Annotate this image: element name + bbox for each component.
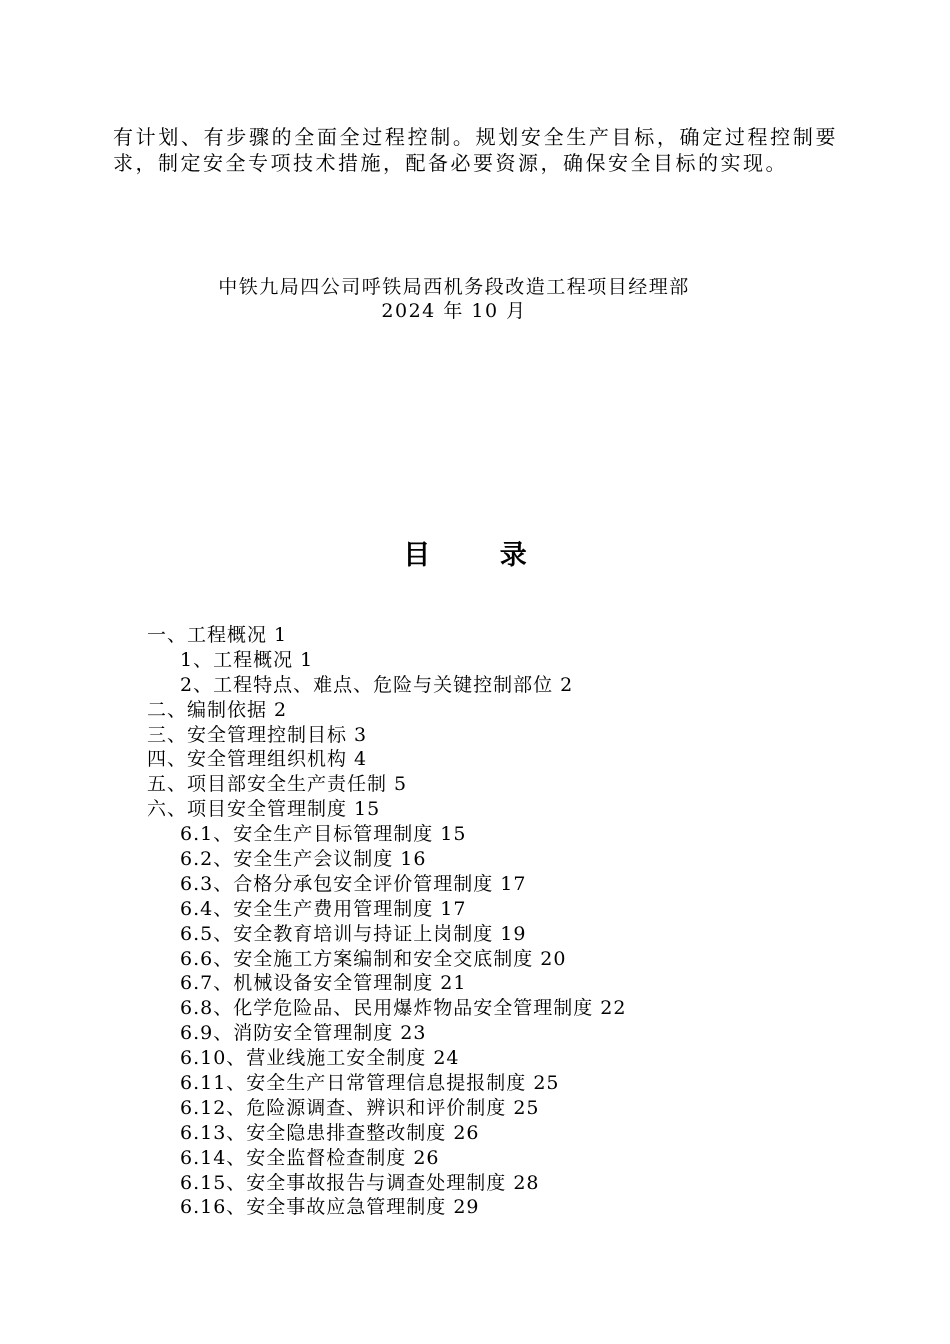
toc-title: 目 录 (403, 540, 557, 571)
toc-entry[interactable]: 6.4、安全生产费用管理制度 17 (180, 897, 467, 920)
toc-entry[interactable]: 6.9、消防安全管理制度 23 (180, 1022, 427, 1045)
toc-entry[interactable]: 四、安全管理组织机构 4 (147, 748, 368, 771)
table-of-contents (147, 623, 847, 1220)
toc-entry[interactable]: 6.1、安全生产目标管理制度 15 (180, 823, 467, 846)
toc-entry[interactable]: 6.8、化学危险品、民用爆炸物品安全管理制度 22 (180, 997, 627, 1020)
signature-organization: 中铁九局四公司呼铁局西机务段改造工程项目经理部 (218, 276, 690, 298)
toc-entry[interactable]: 1、工程概况 1 (180, 648, 314, 671)
toc-entry[interactable]: 二、编制依据 2 (147, 698, 288, 721)
toc-entry[interactable]: 一、工程概况 1 (147, 624, 288, 646)
toc-entry[interactable]: 6.7、机械设备安全管理制度 21 (180, 972, 467, 995)
toc-entry[interactable]: 6.16、安全事故应急管理制度 29 (180, 1196, 480, 1219)
toc-entry[interactable]: 三、安全管理控制目标 3 (147, 723, 368, 746)
toc-entry[interactable]: 6.10、营业线施工安全制度 24 (180, 1047, 460, 1070)
toc-entry[interactable]: 6.6、安全施工方案编制和安全交底制度 20 (180, 947, 567, 970)
toc-entry[interactable]: 六、项目安全管理制度 15 (147, 798, 381, 821)
toc-entry[interactable]: 6.15、安全事故报告与调查处理制度 28 (180, 1171, 540, 1194)
toc-entry[interactable]: 6.5、安全教育培训与持证上岗制度 19 (180, 922, 527, 945)
signature-date: 2024 年 10 月 (381, 300, 527, 322)
toc-entry[interactable]: 6.13、安全隐患排查整改制度 26 (180, 1121, 480, 1144)
toc-entry[interactable]: 6.14、安全监督检查制度 26 (180, 1146, 440, 1169)
toc-entry[interactable]: 2、工程特点、难点、危险与关键控制部位 2 (180, 673, 574, 696)
toc-entry[interactable]: 6.3、合格分承包安全评价管理制度 17 (180, 872, 527, 895)
toc-entry[interactable]: 五、项目部安全生产责任制 5 (147, 773, 408, 796)
intro-paragraph: 有计划、有步骤的全面全过程控制。规划安全生产目标，确定过程控制要求，制定安全专项技术措施，配备必要资源，确保安全目标的实现。 (113, 125, 838, 175)
toc-entry[interactable]: 6.12、危险源调查、辨识和评价制度 25 (180, 1096, 540, 1119)
toc-entry[interactable]: 6.2、安全生产会议制度 16 (180, 848, 427, 871)
toc-entry[interactable]: 6.11、安全生产日常管理信息提报制度 25 (180, 1072, 560, 1095)
